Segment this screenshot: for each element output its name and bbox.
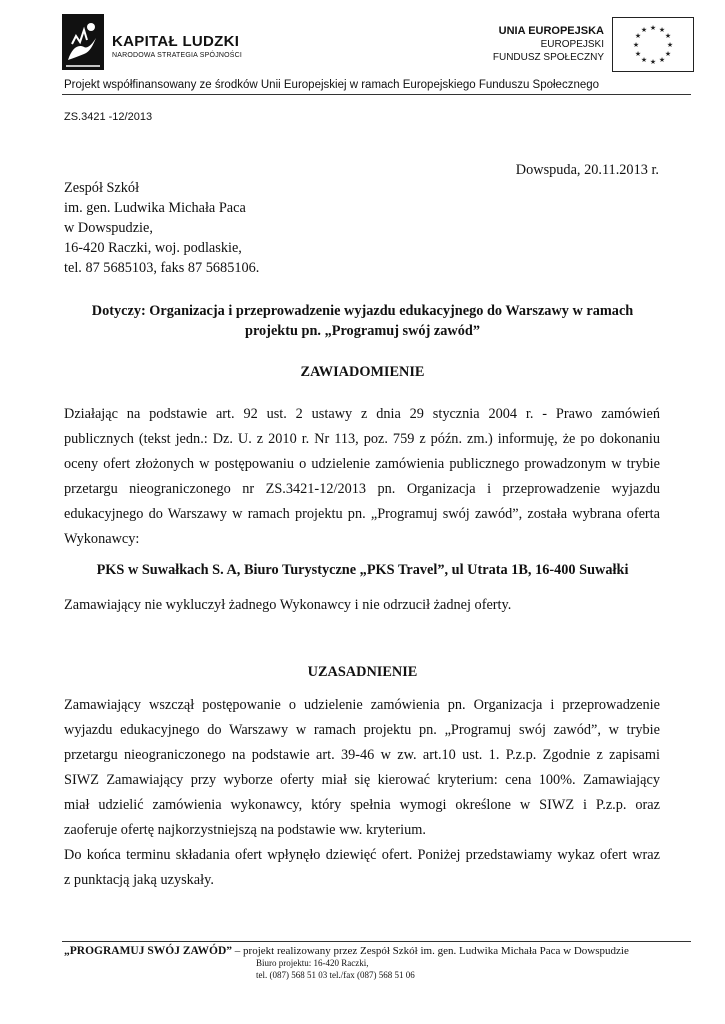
footer-project-line (64, 945, 629, 957)
svg-text:★: ★ (634, 32, 642, 40)
footer-project-desc: – projekt realizowany przez Zespół Szkół im. gen. Ludwika Michała Paca w Dowspudzie (232, 945, 629, 957)
address-line: w Dowspudzie, (64, 220, 153, 236)
svg-text:★: ★ (649, 58, 657, 66)
svg-text:★: ★ (640, 56, 648, 64)
paragraph-line: wyjazdu edukacyjnego do Warszawy w ramach projektu pn. „Programuj swój zawód”, w trybie (64, 722, 660, 738)
eu-flag-icon (612, 17, 694, 72)
cofinancing-caption: Projekt współfinansowany ze środków Unii Europejskiej w ramach Europejskiego Funduszu Społecznego (64, 79, 600, 91)
svg-text:★: ★ (658, 26, 666, 34)
paragraph-line: miał udzielić zamówienia wykonawcy, który spełnia wymogi określone w SIWZ i P.z.p. oraz (64, 797, 660, 813)
paragraph-line: z punktacją jaką uzyskały. (64, 872, 214, 888)
footer-project-name: „PROGRAMUJ SWÓJ ZAWÓD” (64, 945, 233, 957)
kapital-ludzki-logo-icon (62, 14, 104, 70)
sender-address (64, 178, 464, 278)
address-line: im. gen. Ludwika Michała Paca (64, 200, 246, 216)
justification-paragraph (64, 693, 660, 893)
svg-text:★: ★ (664, 32, 672, 40)
header-divider (62, 94, 691, 95)
svg-text:★: ★ (634, 50, 642, 58)
svg-text:★: ★ (666, 41, 674, 49)
logo-subtitle: NARODOWA STRATEGIA SPÓJNOŚCI (112, 52, 243, 59)
paragraph-line: Wykonawcy: (64, 531, 140, 547)
footer-divider (62, 941, 691, 942)
no-exclusion-statement: Zamawiający nie wykluczył żadnego Wykonawcy i nie odrzucił żadnej oferty. (64, 597, 512, 613)
paragraph-line: SIWZ Zamawiający przy wyborze oferty miał się kierować kryterium: cena 100%. Zamawiający (64, 772, 660, 788)
address-line: 16-420 Raczki, woj. podlaskie, (64, 240, 242, 256)
svg-text:★: ★ (658, 56, 666, 64)
paragraph-line: Działając na podstawie art. 92 ust. 2 ustawy z dnia 29 stycznia 2004 r. - Prawo zamówień (64, 406, 660, 422)
footer-office: Biuro projektu: 16-420 Raczki, (256, 958, 369, 968)
place-date: Dowspuda, 20.11.2013 r. (515, 162, 659, 178)
paragraph-line: edukacyjnego do Warszawy w ramach projektu pn. „Programuj swój zawód”, została wybrana oferta (64, 506, 660, 522)
paragraph-line: publicznych (tekst jedn.: Dz. U. z 2010 r. Nr 113, poz. 759 z późn. zm.) informuję, że po dokonaniu (64, 431, 660, 447)
eu-label-european: EUROPEJSKI (540, 39, 604, 50)
address-line: Zespół Szkół (64, 180, 140, 196)
paragraph-line: przetargu nieograniczonego nr ZS.3421-12/2013 pn. Organizacja i przeprowadzenie wyjazdu (64, 481, 660, 497)
svg-text:★: ★ (632, 41, 640, 49)
heading-justification: UZASADNIENIE (307, 664, 418, 680)
paragraph-line: Do końca terminu składania ofert wpłynęło dziewięć ofert. Poniżej przedstawiamy wykaz ofert wraz (64, 847, 660, 863)
svg-text:★: ★ (664, 50, 672, 58)
subject-line: projektu pn. „Programuj swój zawód” (245, 323, 480, 339)
subject-line: Dotyczy: Organizacja i przeprowadzenie wyjazdu edukacyjnego do Warszawy w ramach (91, 303, 634, 319)
paragraph-line: przetargu nieograniczonego na podstawie art. 39-46 w zw. art.10 ust. 1. P.z.p. Zgodnie z zapisami (64, 747, 660, 763)
notice-paragraph (64, 402, 660, 552)
eu-label-social-fund: FUNDUSZ SPOŁECZNY (492, 52, 604, 63)
address-line: tel. 87 5685103, faks 87 5685106. (64, 260, 260, 276)
paragraph-line: zaoferuje ofertę najkorzystniejszą na podstawie ww. kryterium. (64, 822, 426, 838)
paragraph-line: oceny ofert złożonych w postępowaniu o udzielenie zamówienia publicznego prowadzonym w trybie (64, 456, 660, 472)
svg-text:★: ★ (640, 26, 648, 34)
subject (60, 301, 665, 341)
selected-contractor: PKS w Suwałkach S. A, Biuro Turystyczne „PKS Travel”, ul Utrata 1B, 16-400 Suwałki (96, 562, 629, 578)
heading-notice: ZAWIADOMIENIE (300, 364, 425, 380)
reference-number: ZS.3421 -12/2013 (64, 111, 153, 123)
svg-text:★: ★ (649, 24, 657, 32)
footer-phone: tel. (087) 568 51 03 tel./fax (087) 568 51 06 (256, 970, 415, 980)
logo-title: KAPITAŁ LUDZKI (112, 33, 240, 50)
eu-label-union: UNIA EUROPEJSKA (498, 25, 604, 37)
paragraph-line: Zamawiający wszczął postępowanie o udzielenie zamówienia pn. Organizacja i przeprowadzenie (64, 697, 660, 713)
